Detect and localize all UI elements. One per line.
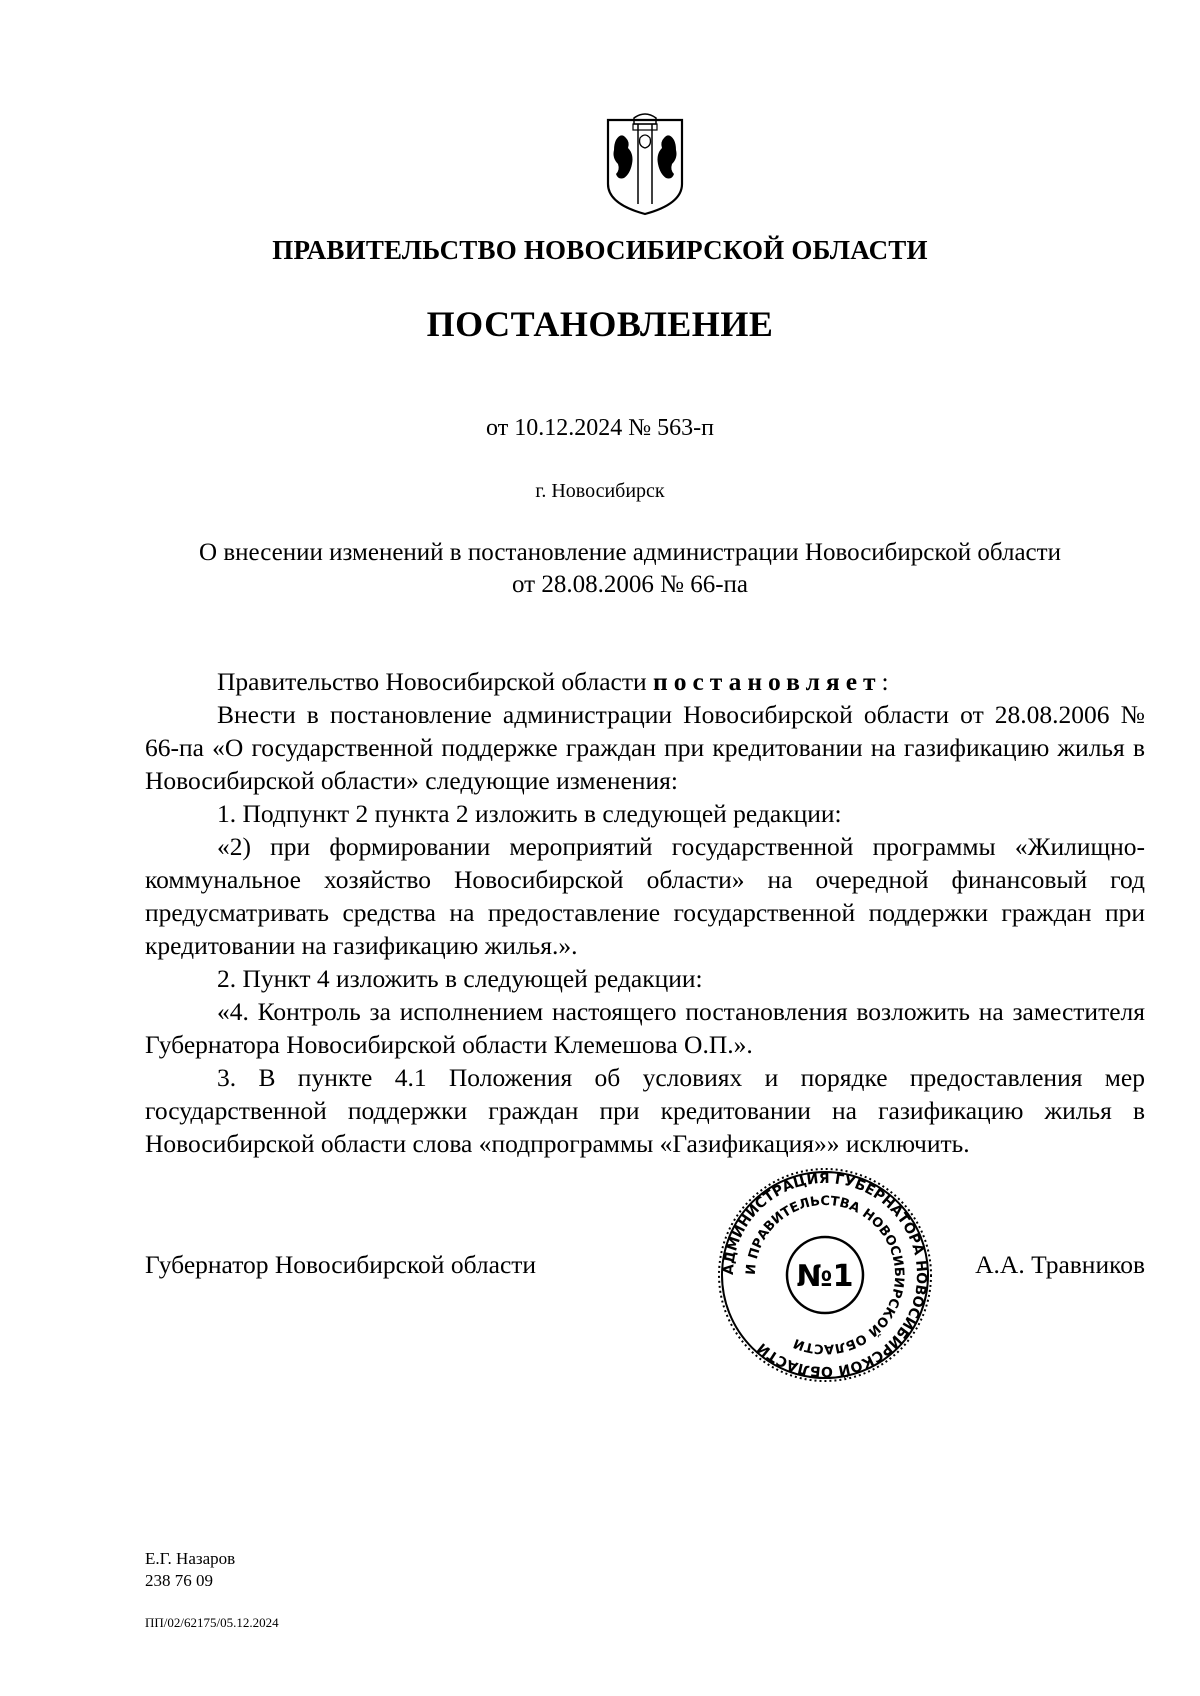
paragraph: 1. Подпункт 2 пункта 2 изложить в следующей редакции: bbox=[217, 799, 842, 828]
seal-outer-text: АДМИНИСТРАЦИЯ ГУБЕРНАТОРА НОВОСИБИРСКОЙ ОБЛАСТИ bbox=[720, 1170, 930, 1380]
executor-phone: 238 76 09 bbox=[145, 1571, 213, 1590]
intro-suffix: : bbox=[881, 667, 889, 696]
coat-of-arms-emblem bbox=[600, 112, 690, 217]
document-body bbox=[145, 665, 1145, 1160]
seal-number: №1 bbox=[796, 1259, 854, 1294]
paragraph: «4. Контроль за исполнением настоящего постановления возложить на заместителя Губернатора Новосибирской области Клемешова О.П.». bbox=[145, 997, 1145, 1059]
document-subject bbox=[150, 537, 1110, 601]
document-type-title: ПОСТАНОВЛЕНИЕ bbox=[426, 304, 774, 344]
date-and-number: от 10.12.2024 № 563-п bbox=[486, 415, 714, 441]
seal-inner-text: И ПРАВИТЕЛЬСТВА НОВОСИБИРСКОЙ ОБЛАСТИ bbox=[743, 1193, 907, 1357]
resolves-word: постановляет bbox=[653, 667, 882, 696]
paragraph: 3. В пункте 4.1 Положения об условиях и порядке предоставления мер государственной поддержки граждан при кредитовании на газификацию жилья в Новосибирской области слова «подпрограммы «Газификация»» исключить. bbox=[145, 1063, 1145, 1158]
paragraph: «2) при формировании мероприятий государственной программы «Жилищно-коммунальное хозяйство Новосибирской области» на очередной финансовый год предусматривать средства на предоставление государственной поддержки граждан при кредитовании на газификацию жилья.». bbox=[145, 832, 1145, 960]
signatory-name: А.А. Травников bbox=[975, 1250, 1145, 1279]
government-name: ПРАВИТЕЛЬСТВО НОВОСИБИРСКОЙ ОБЛАСТИ bbox=[272, 235, 928, 265]
executor-info bbox=[145, 1548, 235, 1592]
subject-line: О внесении изменений в постановление администрации Новосибирской области bbox=[199, 539, 1061, 566]
intro-prefix: Правительство Новосибирской области bbox=[217, 667, 653, 696]
signatory-position: Губернатор Новосибирской области bbox=[145, 1250, 537, 1279]
city: г. Новосибирск bbox=[535, 480, 665, 502]
paragraph: 2. Пункт 4 изложить в следующей редакции: bbox=[217, 964, 703, 993]
subject-line: от 28.08.2006 № 66-па bbox=[512, 571, 748, 598]
executor-name: Е.Г. Назаров bbox=[145, 1549, 236, 1568]
document-reference: ПП/02/62175/05.12.2024 bbox=[145, 1615, 279, 1630]
official-seal-stamp bbox=[715, 1165, 935, 1385]
intro-paragraph bbox=[145, 665, 1145, 698]
paragraph: Внести в постановление администрации Новосибирской области от 28.08.2006 № 66-па «О государственной поддержке граждан при кредитовании на газификацию жилья в Новосибирской области» следующие изменения: bbox=[145, 700, 1145, 795]
